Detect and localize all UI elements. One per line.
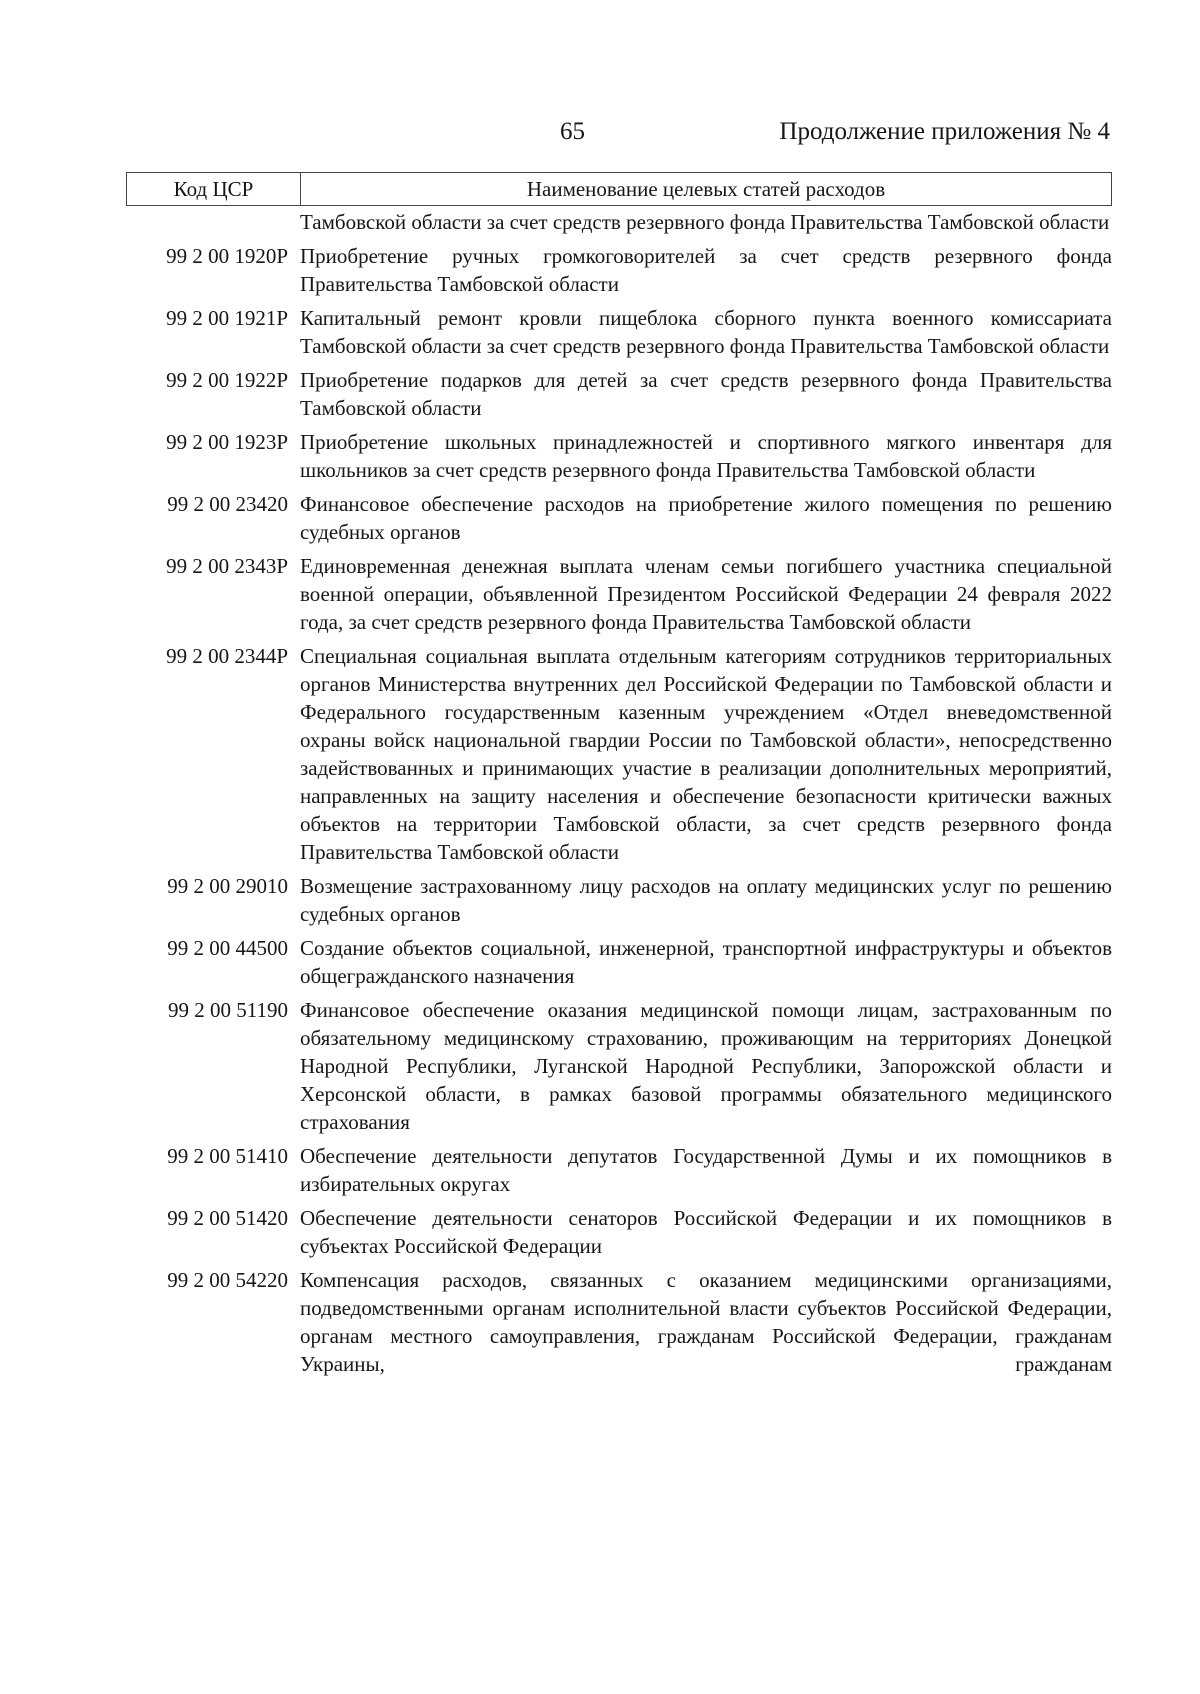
table-row <box>126 366 1112 422</box>
row-code: 99 2 00 2344Р <box>166 644 288 668</box>
table-row <box>126 872 1112 928</box>
row-name: Компенсация расходов, связанных с оказанием медицинскими организациями, подведомственными органам исполнительной власти субъектов Российской Федерации, органам местного самоуправления, гражданам Российской Федерации, гражданам Украины, гражданам <box>300 1268 1112 1376</box>
row-code <box>126 208 300 236</box>
table-row <box>126 490 1112 546</box>
row-code: 99 2 00 2343Р <box>166 554 288 578</box>
table-row <box>126 996 1112 1136</box>
row-name: Финансовое обеспечение оказания медицинской помощи лицам, застрахованным по обязательному медицинскому страхованию, проживающим на территориях Донецкой Народной Республики, Луганской Народной Республики, Запорожской области и Херсонской области, в рамках базовой программы обязательного медицинского страхования <box>300 998 1112 1134</box>
table-row <box>126 428 1112 484</box>
page-header <box>0 118 1200 158</box>
row-name: Обеспечение деятельности сенаторов Российской Федерации и их помощников в субъектах Российской Федерации <box>300 1206 1112 1258</box>
expense-items-table <box>126 208 1112 1384</box>
table-row <box>126 304 1112 360</box>
table-row <box>126 552 1112 636</box>
table-row <box>126 1266 1112 1378</box>
row-code: 99 2 00 1923Р <box>166 430 288 454</box>
row-code: 99 2 00 1920Р <box>166 244 288 268</box>
table-row <box>126 1142 1112 1198</box>
row-name: Специальная социальная выплата отдельным категориям сотрудников территориальных органов Министерства внутренних дел Российской Федерации по Тамбовской области и Федерального государственным казенным учреждением «Отдел вневедомственной охраны войск национальной гвардии России по Тамбовской области», непосредственно задействованных и принимающих участие в реализации дополнительных мероприятий, направленных на защиту населения и обеспечение безопасности критически важных объектов на территории Тамбовской области, за счет средств резервного фонда Правительства Тамбовской области <box>300 644 1112 864</box>
table-row <box>126 208 1112 236</box>
appendix-continuation-title: Продолжение приложения № 4 <box>779 118 1110 145</box>
row-code: 99 2 00 23420 <box>167 492 288 516</box>
row-code: 99 2 00 29010 <box>167 874 288 898</box>
table-row <box>126 242 1112 298</box>
row-name: Приобретение школьных принадлежностей и спортивного мягкого инвентаря для школьников за счет средств резервного фонда Правительства Тамбовской области <box>300 430 1112 482</box>
table-row <box>126 642 1112 866</box>
table-row <box>126 1204 1112 1260</box>
row-code: 99 2 00 51420 <box>167 1206 288 1230</box>
table-header <box>126 172 1112 206</box>
page-number: 65 <box>560 118 585 145</box>
column-header-code: Код ЦСР <box>127 173 301 205</box>
row-name: Тамбовской области за счет средств резервного фонда Правительства Тамбовской области <box>300 210 1110 234</box>
row-name: Создание объектов социальной, инженерной, транспортной инфраструктуры и объектов общегражданского назначения <box>300 936 1112 988</box>
row-code: 99 2 00 51410 <box>167 1144 288 1168</box>
row-name: Возмещение застрахованному лицу расходов на оплату медицинских услуг по решению судебных органов <box>300 874 1112 926</box>
row-code: 99 2 00 54220 <box>167 1268 288 1292</box>
row-name: Капитальный ремонт кровли пищеблока сборного пункта военного комиссариата Тамбовской области за счет средств резервного фонда Правительства Тамбовской области <box>300 306 1112 358</box>
table-row <box>126 934 1112 990</box>
row-code: 99 2 00 51190 <box>168 998 288 1022</box>
row-code: 99 2 00 44500 <box>167 936 288 960</box>
row-name: Единовременная денежная выплата членам семьи погибшего участника специальной военной операции, объявленной Президентом Российской Федерации 24 февраля 2022 года, за счет средств резервного фонда Правительства Тамбовской области <box>300 554 1112 634</box>
row-code: 99 2 00 1922Р <box>166 368 288 392</box>
row-name: Приобретение ручных громкоговорителей за счет средств резервного фонда Правительства Тамбовской области <box>300 244 1112 296</box>
column-header-name: Наименование целевых статей расходов <box>526 177 886 201</box>
row-name: Обеспечение деятельности депутатов Государственной Думы и их помощников в избирательных округах <box>300 1144 1112 1196</box>
row-name: Финансовое обеспечение расходов на приобретение жилого помещения по решению судебных органов <box>300 492 1112 544</box>
row-name: Приобретение подарков для детей за счет средств резервного фонда Правительства Тамбовской области <box>300 368 1112 420</box>
row-code: 99 2 00 1921Р <box>166 306 288 330</box>
